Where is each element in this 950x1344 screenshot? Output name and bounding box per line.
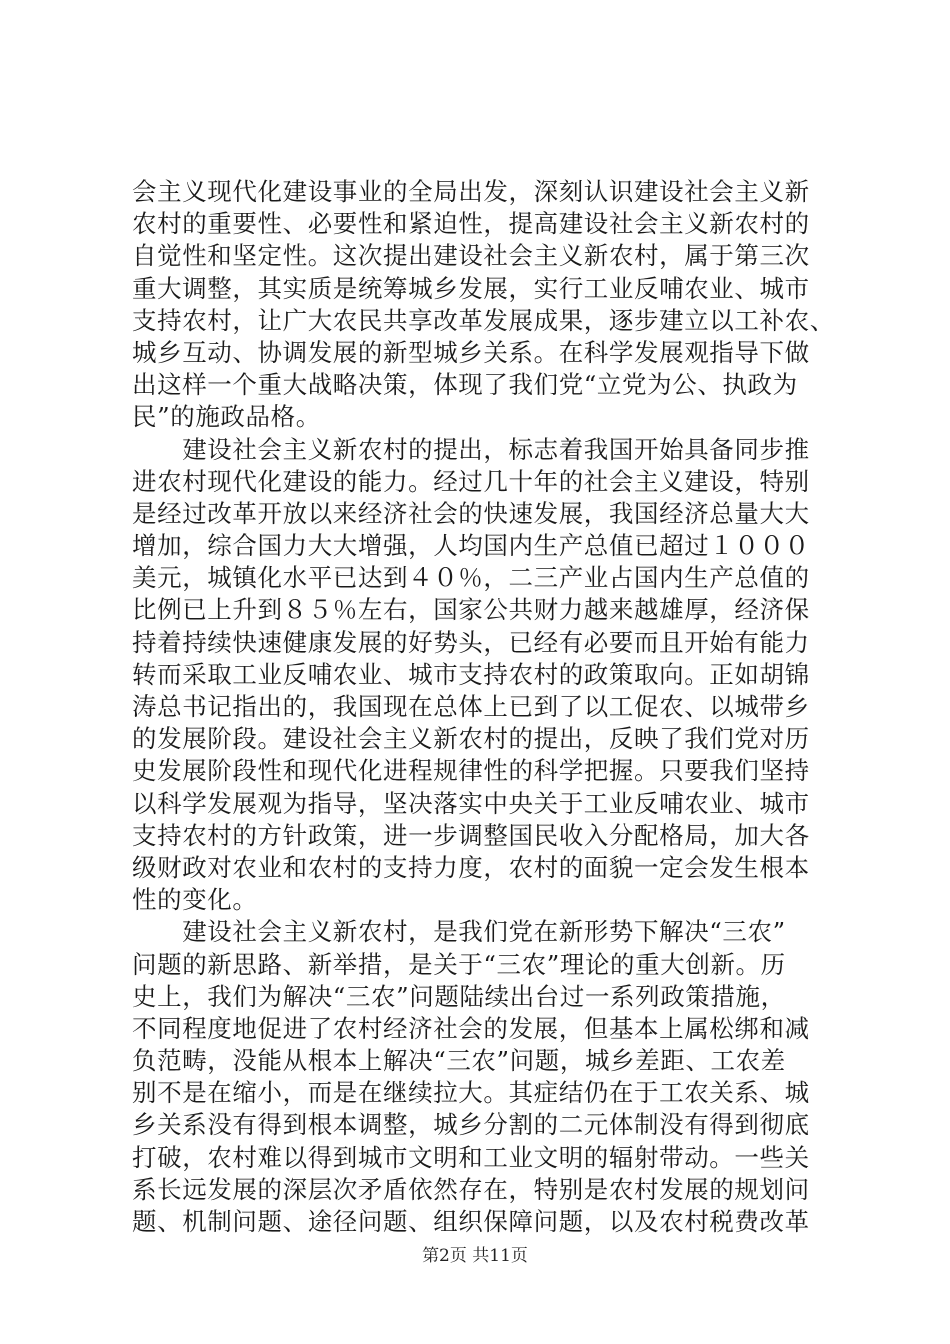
text-line: 性的变化。: [132, 885, 258, 915]
text-line: 支持农村，让广大农民共享改革发展成果，逐步建立以工补农、: [132, 305, 835, 335]
text-line: 持着持续快速健康发展的好势头，已经有必要而且开始有能力: [132, 627, 810, 657]
text-line: 以科学发展观为指导，坚决落实中央关于工业反哺农业、城市: [132, 788, 810, 818]
text-line: 级财政对农业和农村的支持力度，农村的面貌一定会发生根本: [132, 852, 810, 882]
text-line: 题、机制问题、途径问题、组织保障问题，以及农村税费改革: [132, 1207, 810, 1236]
body-text: [132, 176, 835, 1238]
text-line: 建设社会主义新农村的提出，标志着我国开始具备同步推: [132, 434, 810, 464]
text-line: 进农村现代化建设的能力。经过几十年的社会主义建设，特别: [132, 466, 810, 496]
text-line: 负范畴，没能从根本上解决“三农”问题，城乡差距、工农差: [132, 1046, 786, 1076]
text-line: 是经过改革开放以来经济社会的快速发展，我国经济总量大大: [132, 498, 810, 528]
text-line: 转而采取工业反哺农业、城市支持农村的政策取向。正如胡锦: [132, 659, 810, 689]
page-footer: 第2页 共11页: [422, 1246, 528, 1266]
text-line: 乡关系没有得到根本调整，城乡分割的二元体制没有得到彻底: [132, 1110, 810, 1140]
text-line: 涛总书记指出的，我国现在总体上已到了以工促农、以城带乡: [132, 692, 810, 721]
text-line: 系长远发展的深层次矛盾依然存在，特别是农村发展的规划问: [132, 1174, 810, 1204]
text-line: 支持农村的方针政策，进一步调整国民收入分配格局，加大各: [132, 820, 810, 850]
text-line: 民”的施政品格。: [132, 402, 321, 432]
text-line: 重大调整，其实质是统筹城乡发展，实行工业反哺农业、城市: [132, 273, 810, 303]
text-line: 会主义现代化建设事业的全局出发，深刻认识建设社会主义新: [132, 177, 810, 206]
text-line: 的发展阶段。建设社会主义新农村的提出，反映了我们党对历: [132, 724, 810, 754]
text-line: 城乡互动、协调发展的新型城乡关系。在科学发展观指导下做: [132, 337, 810, 367]
text-line: 增加，综合国力大大增强，人均国内生产总值已超过１０００: [132, 531, 810, 561]
text-line: 史上，我们为解决“三农”问题陆续出台过一系列政策措施，: [132, 981, 786, 1011]
text-line: 美元，城镇化水平已达到４０％，二三产业占国内生产总值的: [132, 563, 810, 593]
text-line: 打破，农村难以得到城市文明和工业文明的辐射带动。一些关: [132, 1142, 810, 1172]
text-line: 别不是在缩小，而是在继续拉大。其症结仍在于工农关系、城: [132, 1078, 810, 1108]
text-line: 不同程度地促进了农村经济社会的发展，但基本上属松绑和减: [132, 1013, 810, 1043]
text-line: 建设社会主义新农村，是我们党在新形势下解决“三农”: [132, 917, 786, 947]
text-line: 比例已上升到８５％左右，国家公共财力越来越雄厚，经济保: [132, 595, 810, 625]
text-line: 史发展阶段性和现代化进程规律性的科学把握。只要我们坚持: [132, 756, 810, 786]
text-line: 自觉性和坚定性。这次提出建设社会主义新农村，属于第三次: [132, 241, 810, 271]
text-line: 问题的新思路、新举措，是关于“三农”理论的重大创新。历: [132, 949, 786, 979]
text-line: 农村的重要性、必要性和紧迫性，提高建设社会主义新农村的: [132, 209, 810, 239]
text-line: 出这样一个重大战略决策，体现了我们党“立党为公、执政为: [132, 370, 798, 400]
